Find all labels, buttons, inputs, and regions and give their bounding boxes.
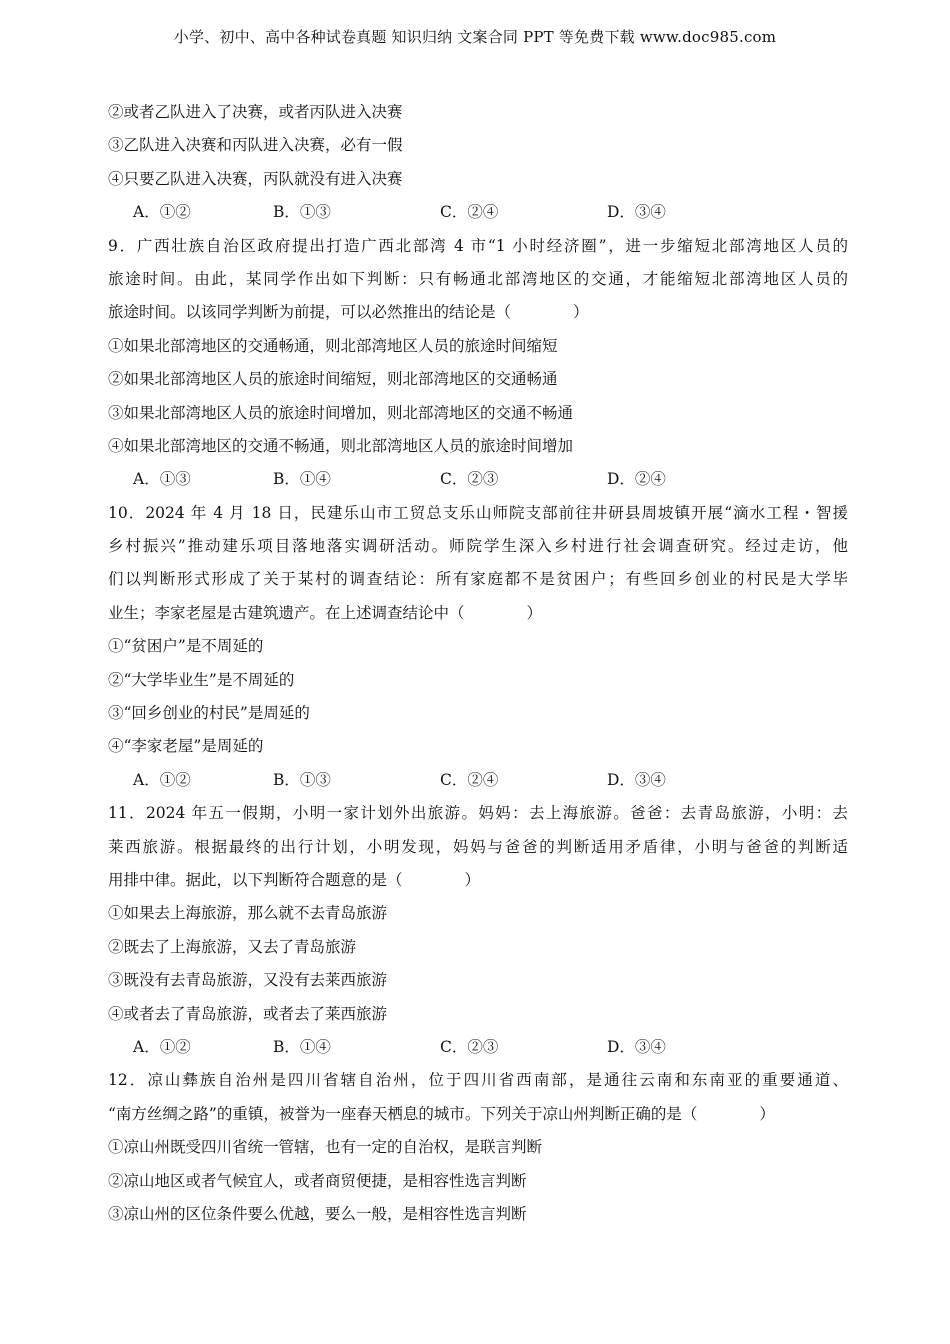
q9-item-3: ③如果北部湾地区人员的旅途时间增加，则北部湾地区的交通不畅通 (108, 403, 574, 422)
q10-option-d: D．③④ (607, 770, 666, 789)
q9-option-a: A．①③ (133, 470, 191, 489)
q8-item-4: ④只要乙队进入决赛，丙队就没有进入决赛 (108, 169, 403, 188)
q9-option-d: D．②④ (607, 470, 666, 489)
question-10 (108, 497, 848, 798)
q10-option-c: C．②④ (440, 770, 499, 789)
q12-item-1: ①凉山州既受四川省统一管辖，也有一定的自治权，是联言判断 (108, 1138, 543, 1157)
q11-option-c: C．②③ (440, 1037, 499, 1056)
q8-item-3: ③乙队进入决赛和丙队进入决赛，必有一假 (108, 136, 403, 155)
q12-stem-line-2: “南方丝绸之路”的重镇，被誉为一座春天栖息的城市。下列关于凉山州判断正确的是（ ） (108, 1104, 775, 1123)
q10-item-4: ④“李家老屋”是周延的 (108, 737, 264, 756)
q10-item-3: ③“回乡创业的村民”是周延的 (108, 704, 310, 723)
q10-stem-line-1: 10．2024 年 4 月 18 日，民建乐山市工贸总支乐山师院支部前往井研县周坡镇开展“滴水工程・智援 (108, 503, 848, 522)
q10-options (108, 764, 848, 797)
q11-option-d: D．③④ (607, 1037, 666, 1056)
q8-option-a: A．①② (133, 203, 191, 222)
q10-item-2: ②“大学毕业生”是不周延的 (108, 670, 295, 689)
q9-item-2: ②如果北部湾地区人员的旅途时间缩短，则北部湾地区的交通畅通 (108, 370, 558, 389)
q11-item-1: ①如果去上海旅游，那么就不去青岛旅游 (108, 904, 388, 923)
q12-item-2: ②凉山地区或者气候宜人，或者商贸便捷，是相容性选言判断 (108, 1171, 527, 1190)
page-header: 小学、初中、高中各种试卷真题 知识归纳 文案合同 PPT 等免费下载 www.doc985.com (173, 28, 777, 46)
q9-item-4: ④如果北部湾地区的交通不畅通，则北部湾地区人员的旅途时间增加 (108, 436, 574, 455)
q9-option-c: C．②③ (440, 470, 499, 489)
q11-stem-line-3: 用排中律。据此，以下判断符合题意的是（ ） (108, 870, 481, 889)
q11-item-3: ③既没有去青岛旅游，又没有去莱西旅游 (108, 971, 388, 990)
q11-item-4: ④或者去了青岛旅游，或者去了莱西旅游 (108, 1004, 388, 1023)
q11-item-2: ②既去了上海旅游，又去了青岛旅游 (108, 937, 357, 956)
q9-stem-line-2: 旅途时间。由此，某同学作出如下判断：只有畅通北部湾地区的交通，才能缩短北部湾地区人员的 (108, 269, 848, 288)
exam-content (108, 96, 848, 1231)
q9-stem-line-3: 旅途时间。以该同学判断为前提，可以必然推出的结论是（ ） (108, 303, 589, 322)
question-8 (108, 96, 848, 230)
q10-option-b: B．①③ (273, 770, 331, 789)
q9-options (108, 463, 848, 496)
q12-stem-line-1: 12．凉山彝族自治州是四川省辖自治州，位于四川省西南部，是通往云南和东南亚的重要通道、 (108, 1071, 848, 1090)
q11-option-a: A．①② (133, 1037, 191, 1056)
question-9 (108, 230, 848, 497)
q8-option-d: D．③④ (607, 203, 666, 222)
q9-item-1: ①如果北部湾地区的交通畅通，则北部湾地区人员的旅途时间缩短 (108, 336, 558, 355)
q11-stem-line-2: 莱西旅游。根据最终的出行计划，小明发现，妈妈与爸爸的判断适用矛盾律，小明与爸爸的判断适 (108, 837, 848, 856)
q9-option-b: B．①④ (273, 470, 331, 489)
q9-stem-line-1: 9．广西壮族自治区政府提出打造广西北部湾 4 市“1 小时经济圈”，进一步缩短北部湾地区人员的 (108, 236, 848, 255)
q11-options (108, 1031, 848, 1064)
q12-item-3: ③凉山州的区位条件要么优越，要么一般，是相容性选言判断 (108, 1204, 527, 1223)
question-11 (108, 797, 848, 1064)
q10-item-1: ①“贫困户”是不周延的 (108, 637, 264, 656)
q11-stem-line-1: 11．2024 年五一假期，小明一家计划外出旅游。妈妈：去上海旅游。爸爸：去青岛旅游，小明：去 (108, 804, 848, 823)
question-12 (108, 1064, 848, 1231)
q10-stem-line-2: 乡村振兴”推动建乐项目落地落实调研活动。师院学生深入乡村进行社会调查研究。经过走访，他 (108, 537, 848, 556)
q10-option-a: A．①② (133, 770, 191, 789)
q8-item-2: ②或者乙队进入了决赛，或者丙队进入决赛 (108, 103, 403, 121)
q8-options (108, 196, 848, 229)
q10-stem-line-4: 业生；李家老屋是古建筑遗产。在上述调查结论中（ ） (108, 603, 543, 622)
q8-option-c: C．②④ (440, 203, 499, 222)
q10-stem-line-3: 们以判断形式形成了关于某村的调查结论：所有家庭都不是贫困户；有些回乡创业的村民是大学毕 (108, 570, 848, 589)
q11-option-b: B．①④ (273, 1037, 331, 1056)
q8-option-b: B．①③ (273, 203, 331, 222)
